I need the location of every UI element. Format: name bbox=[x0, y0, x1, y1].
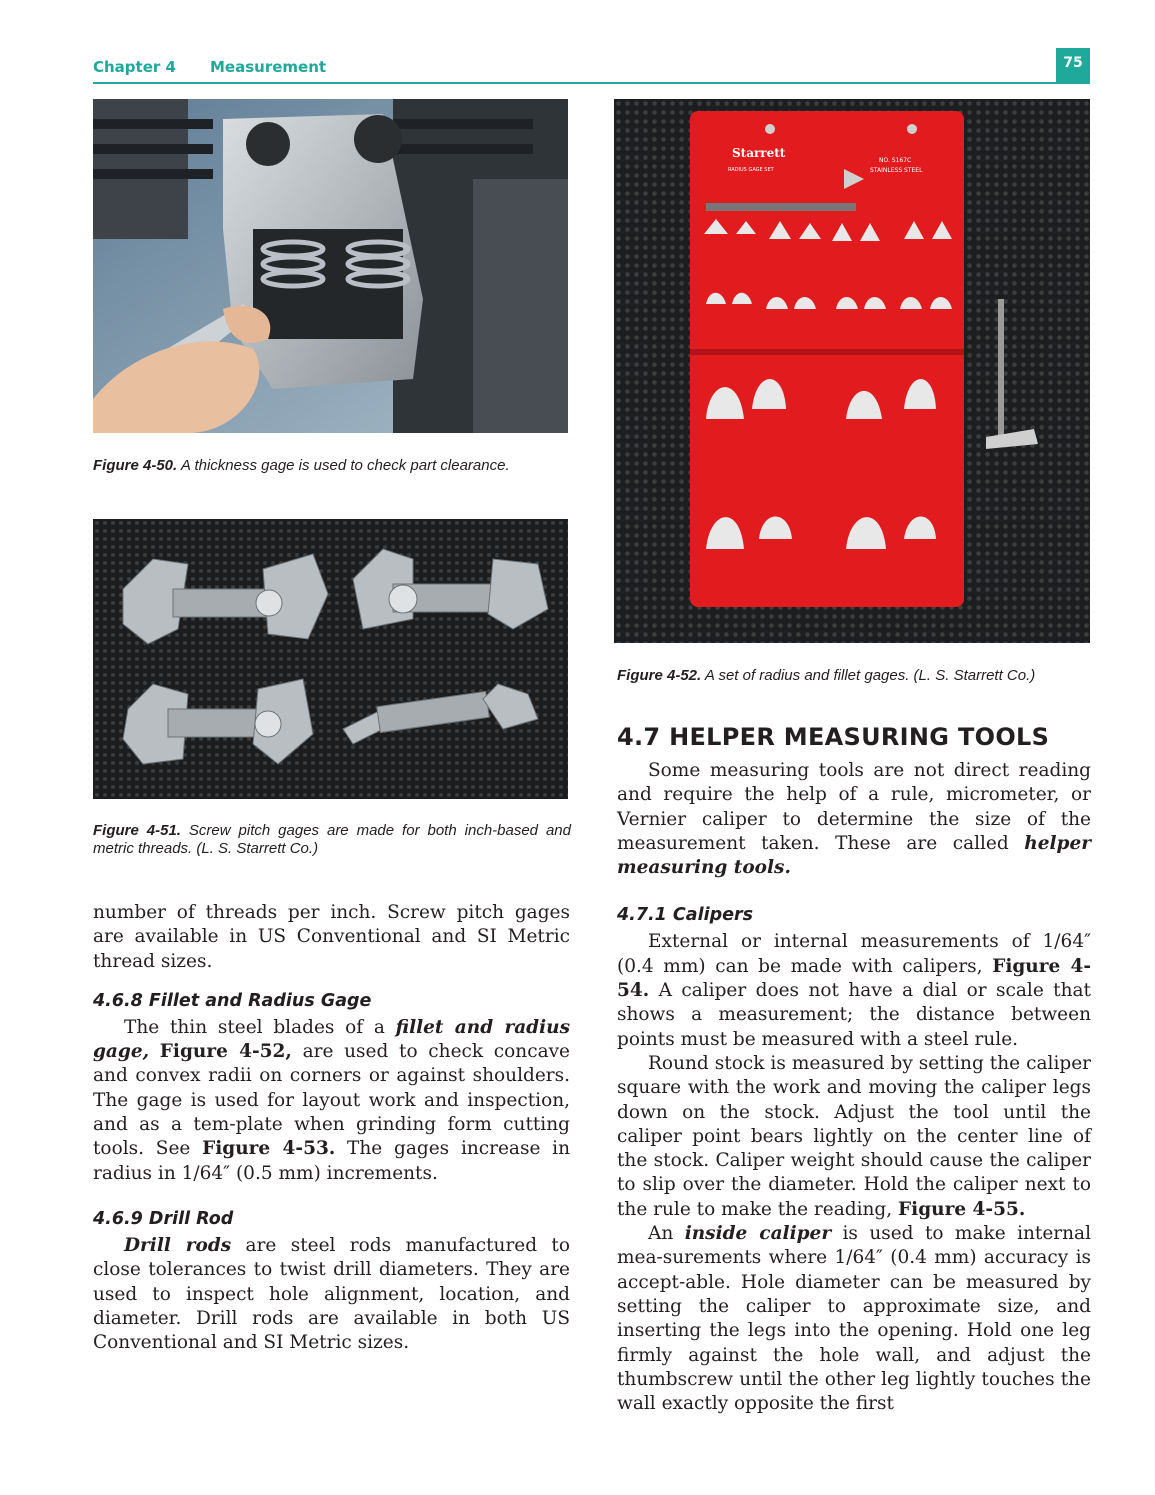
figure-reference: Figure 4-54. bbox=[617, 955, 1091, 1002]
set-name-text: RADIUS GAGE SET bbox=[728, 167, 774, 173]
figure-4-52-image bbox=[614, 99, 1090, 643]
figure-4-50-image bbox=[93, 99, 568, 433]
figure-label: Figure 4-51. bbox=[93, 822, 181, 839]
intro-paragraph: number of threads per inch. Screw pitch gages are available in US Conventional and SI Metric thread sizes. bbox=[93, 902, 570, 972]
figure-reference: Figure 4-53. bbox=[202, 1138, 336, 1160]
caption-text: A thickness gage is used to check part clearance. bbox=[180, 457, 510, 474]
calipers-paragraph-2: Round stock is measured by setting the caliper square with the work and moving the caliper legs down on the stock. Adjust the tool until the caliper point bears lightly on the center line of the stock. Caliper weight should cause the caliper to slip over the diameter. Hold the caliper next to the rule to make the reading, Figure 4-55. bbox=[617, 1052, 1091, 1220]
term: helper measuring tools. bbox=[617, 832, 1091, 879]
figure-4-52-caption bbox=[617, 667, 1097, 685]
caption-text: Screw pitch gages are made for both inch-based and metric threads. (L. S. Starrett Co.) bbox=[93, 822, 571, 857]
section-4-7-heading: 4.7 HELPER MEASURING TOOLS bbox=[617, 723, 1050, 751]
figure-reference: Figure 4-52, bbox=[159, 1041, 292, 1063]
figure-4-51-image bbox=[93, 519, 568, 799]
section-4-6-9-heading: 4.6.9 Drill Rod bbox=[93, 1208, 234, 1229]
page-number: 75 bbox=[1056, 48, 1090, 82]
section-4-7-1-heading: 4.7.1 Calipers bbox=[617, 905, 754, 926]
running-header bbox=[93, 48, 1090, 84]
figure-label: Figure 4-50. bbox=[93, 457, 178, 474]
figure-4-51-caption bbox=[93, 822, 571, 858]
section-4-6-9-paragraph: Drill rods are steel rods manufactured to close tolerances to twist drill diameters. They are used to inspect hole alignment, location, and diameter. Drill rods are available in both US Conventional and SI Metric sizes. bbox=[93, 1234, 570, 1354]
figure-label: Figure 4-52. bbox=[617, 667, 702, 684]
figure-4-50-caption bbox=[93, 457, 573, 475]
term: inside caliper bbox=[684, 1223, 832, 1245]
section-4-6-8-paragraph: The thin steel blades of a fillet and radius gage, Figure 4-52, are used to check concave and convex radii on corners or against shoulders. The gage is used for layout work and inspection, and as a tem-plate when grinding form cutting tools. See Figure 4-53. The gages increase in radius in 1/64″ (0.5 mm) increments. bbox=[93, 1016, 571, 1184]
term: fillet and radius gage, bbox=[93, 1016, 571, 1063]
calipers-paragraph-3: An inside caliper is used to make internal mea-surements where 1/64″ (0.4 mm) accuracy is accept-able. Hole diameter can be measured by setting the caliper to approximate size, and inserting the legs into the opening. Hold one leg firmly against the hole wall, and adjust the thumbscrew until the other leg lightly touches the wall exactly opposite the first bbox=[617, 1223, 1092, 1415]
model-text: NO. S167C bbox=[879, 157, 912, 164]
brand-text: Starrett bbox=[732, 146, 786, 160]
section-4-6-8-heading: 4.6.8 Fillet and Radius Gage bbox=[93, 990, 372, 1011]
chapter-label: Chapter 4 bbox=[93, 58, 176, 76]
material-text: STAINLESS STEEL bbox=[870, 167, 923, 174]
chapter-title: Measurement bbox=[210, 58, 327, 76]
figure-reference: Figure 4-55. bbox=[898, 1198, 1026, 1220]
right-column bbox=[617, 759, 1091, 1416]
calipers-paragraph-1: External or internal measurements of 1/64″ (0.4 mm) can be made with calipers, Figure 4-54. A caliper does not have a dial or scale that shows a measurement; the distance between points must be measured with a steel rule. bbox=[617, 931, 1091, 1050]
section-4-7-paragraph: Some measuring tools are not direct reading and require the help of a rule, micrometer, or Vernier caliper to determine the size of the measurement taken. These are called helper measuring tools. bbox=[617, 760, 1091, 879]
caption-text: A set of radius and fillet gages. (L. S. Starrett Co.) bbox=[704, 667, 1036, 684]
left-column bbox=[93, 901, 570, 1355]
term: Drill rods bbox=[124, 1234, 232, 1256]
